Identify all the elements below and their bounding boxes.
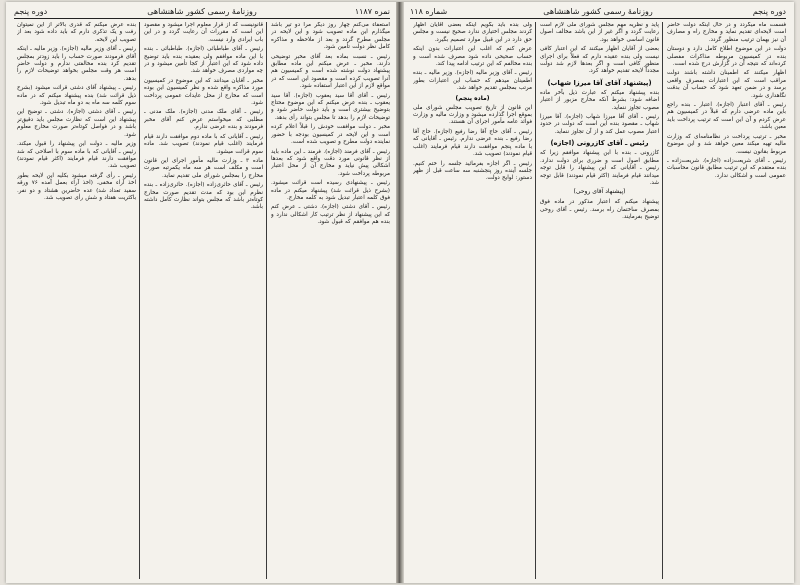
right-page-columns — [410, 22, 786, 579]
article-paragraph: رئیس ـ آقای اعتبار (اجازه). اعتبار ـ بنده راجع باین ماده عرضی دارم که قبلاً در کمیسیون هم عرض کردم و آن این است که ترتیب پرداخت باید معین باشد. — [667, 102, 786, 131]
article-paragraph: رئیس ـ آقای دشتی (اجازه). دشتی ـ عرض کنم که این پیشنهاد از نظر ترتیب کار اشکالی ندارد و بنده هم موافقم که قبول شود. — [271, 204, 390, 226]
article-paragraph: ماده ۳ ـ وزارت مالیه مأمور اجرای این قانون است و مکلف است هر سه ماه یکمرتبه صورت مخارج را بمجلس شورای ملی تقدیم نماید. — [144, 157, 263, 179]
article-paragraph: وزیر مالیه ـ دولت این پیشنهاد را قبول میکند. رئیس ـ آقایانی که با ماده سوم با اصلاحی که شد موافقت دارند قیام فرمایند (اکثر قیام نمودند) تصویب شد. — [17, 141, 136, 170]
article-paragraph: بعضی از آقایان اظهار میکنند که این اعتبار کافی نیست ولی بنده عقیده دارم که فعلاً برای اجرای منظور کافی است و اگر بعدها لازم شد دولت مجدداً لایحه تقدیم خواهد کرد. — [540, 46, 659, 75]
newspaper-spread — [6, 2, 794, 583]
right-header-period: دوره پنجم — [752, 7, 786, 16]
article-paragraph: رئیس ـ اگر اجازه بفرمائید جلسه را ختم کنیم. جلسه آینده روز پنجشنبه سه ساعت قبل از ظهر دستور: لوایح دولت. — [413, 160, 532, 182]
column-rule — [139, 22, 140, 579]
article-paragraph: رئیس ـ آقای وزیر مالیه (اجازه). وزیر مالیه ـ بنده اطمینان میدهم که حساب این اعتبارات بطور مرتب بمجلس تقدیم خواهد شد. — [413, 70, 532, 92]
right-header-title: روزنامهٔ رسمی کشور شاهنشاهی — [543, 7, 653, 16]
column-rule — [535, 22, 536, 579]
article-paragraph: بنده عرض میکنم که قدری بالاتر از این نمیتوان رفت و یک تذکری دارم که باید داده شود بعد از تصویب این لایحه. — [17, 22, 136, 43]
article-paragraph: ولی بنده باید بگویم اینکه بعضی آقایان اظهار کردند مجلس اختیاری ندارد صحیح نیست و مجلس حق دارد در این قبیل موارد تصمیم بگیرد. — [413, 22, 532, 43]
left-column-1 — [271, 22, 390, 579]
article-paragraph: رئیس ـ آقای وزیر مالیه (اجازه). وزیر مالیه ـ اینکه آقای فرمودند صورت حساب را باید زودتر بمجلس تقدیم کرد بنده مخالفتی ندارم و دولت حاضر است هر وقت مجلس بخواهد توضیحات لازم را بدهد. — [17, 46, 136, 82]
left-header-issue: نمره ۱۱۸۷ — [354, 7, 390, 16]
section-heading: (پیشنهاد آقای روحی) — [573, 188, 626, 196]
article-paragraph: رئیس ـ نسبت بماده بعد آقای مخبر توضیحی دارند. مخبر ـ عرض میکنم این ماده مطابق پیشنهاد دولت نوشته شده است و کمیسیون هم آنرا تصویب کرده است و مقصود این است که در مواقع لازم از این اعتبار استفاده شود. — [271, 53, 390, 90]
right-column-1 — [667, 22, 786, 579]
article-paragraph: رئیس ـ آقای شریعت‌زاده (اجازه). شریعت‌زاده ـ بنده معتقدم که این ترتیب مطابق قانون محاسبات عمومی است و اشکالی ندارد. — [667, 157, 786, 179]
article-paragraph: مخبر ـ دولت موافقت خودش را قبلاً اعلام کرده است و این لایحه در کمیسیون بودجه با حضور نماینده دولت مطرح و تصویب شده است. — [271, 124, 390, 146]
column-rule — [662, 22, 663, 579]
article-paragraph: رئیس ـ آقای طباطبائی (اجازه). طباطبائی ـ بنده با این ماده موافقم ولی بعقیده بنده باید توضیح داده شود که این اعتبار از کجا تأمین میشود و در چه مواردی مصرف خواهد شد. — [144, 46, 263, 75]
article-paragraph: رئیس ـ رأی گرفته میشود بکلیه این لایحه بطور اخذ آراء مخفی. (اخذ آراء بعمل آمده ۷۶ ورقه سفید تعداد شد) عده حاضرین هشتاد و دو نفر. باکثریت هفتاد و شش رأی تصویب شد. — [17, 172, 136, 201]
article-paragraph: رئیس ـ آقای آقا سید یعقوب (اجازه). آقا سید یعقوب ـ بنده عرض میکنم که این موضوع محتاج بتوضیح بیشتری است و باید دولت حاضر شود و توضیحات لازم را بدهد تا مجلس بتواند رأی بدهد. — [271, 92, 390, 121]
section-heading: رئیس ـ آقای کازرونی (اجازه) — [550, 139, 649, 148]
article-paragraph: دولت در این موضوع اطلاع کامل دارد و دوستان بنده در کمیسیون مربوطه مذاکرات مفصلی کرده‌اند که نتیجه آن در گزارش درج شده است. — [667, 46, 786, 68]
article-paragraph: قانونیست که از قرار معلوم اجرا میشود و مقصود این است که مقررات آن رعایت گردد و در این باب ایرادی وارد نیست. — [144, 22, 263, 43]
right-page — [402, 2, 794, 583]
article-paragraph: رئیس ـ آقای آقا میرزا شهاب (اجازه). آقا میرزا شهاب ـ مقصود بنده این است که دولت در حدود اعتبار مصوب عمل کند و از آن تجاوز ننماید. — [540, 114, 659, 135]
article-paragraph: کازرونی ـ بنده با این پیشنهاد موافقم زیرا که مطابق اصول است و ضرری برای دولت ندارد. رئیس ـ آقایانی که این پیشنهاد را قابل توجه میدانند قیام فرمایند (اکثر قیام نمودند) قابل توجه شد. — [540, 150, 659, 186]
left-page-header — [14, 6, 390, 19]
right-page-header — [410, 6, 786, 19]
article-paragraph: رئیس ـ آقای فرمند (اجازه). فرمند ـ این ماده باید از نظر قانونی مورد دقت واقع شود که بعدها اشکالی پیش نیاید و مخارج آن از محل اعتبار مربوطه پرداخت شود. — [271, 148, 390, 177]
article-paragraph: رئیس ـ پیشنهادی رسیده است قرائت میشود. (بشرح ذیل قرائت شد) پیشنهاد میکنم در ماده فوق کلمه اعتبار تبدیل شود به کلمه مخارج. — [271, 180, 390, 201]
article-paragraph: پیشنهاد میکنم که اعتبار مذکور در ماده فوق بمصرف ساختمان راه برسد. رئیس ـ آقای روحی توضیح بفرمایند. — [540, 199, 659, 221]
article-paragraph: استعفاء می‌کنم چهار روز دیگر مرا دو تیر باشد میگذارم این ماده تصویب شود و این لایحه در مجلس مطرح گردد و بعد از ملاحظه و مذاکره کامل نظر دولت تأمین شود. — [271, 22, 390, 51]
right-column-3 — [413, 22, 532, 579]
article-paragraph: فسمت ماه میگردد و در حال اینکه دولت حاضر است لایحه‌ای تقدیم نماید و مخارج راه و مصارف آن نیز بهمان ترتیب منظور گردد. — [667, 22, 786, 43]
right-header-issue: شماره ۱۱۸ — [410, 7, 448, 16]
article-paragraph: مخبر ـ ترتیب پرداخت در نظامنامه‌ای که وزارت مالیه تهیه میکند معین خواهد شد و این موضوع مربوط بقانون نیست. — [667, 133, 786, 155]
article-paragraph: بنده پیشنهاد میکنم که عبارت ذیل بآخر ماده اضافه شود: بشرط آنکه مخارج مزبور از اعتبار مصوب تجاوز ننماید. — [540, 89, 659, 111]
section-heading: (ماده پنجم) — [455, 94, 490, 102]
column-rule — [266, 22, 267, 579]
article-paragraph: رئیس ـ پیشنهاد آقای دشتی قرائت میشود (بشرح ذیل قرائت شد) بنده پیشنهاد میکنم که در ماده سوم کلمه سه ماه به دو ماه تبدیل شود. — [17, 85, 136, 107]
article-paragraph: رئیس ـ آقای دشتی (اجازه). دشتی ـ توضیح این پیشنهاد این است که نظارت مجلس باید دقیق‌تر باشد و در فواصل کوتاه‌تر صورت مخارج معلوم شود. — [17, 109, 136, 138]
article-paragraph: رئیس ـ آقایانی که با ماده دوم موافقت دارند قیام فرمایند (اغلب قیام نمودند) تصویب شد. ماده سوم قرائت میشود. — [144, 133, 263, 155]
article-paragraph: رئیس ـ آقای حاج آقا رضا رفیع (اجازه). حاج آقا رضا رفیع ـ بنده عرضی ندارم. رئیس ـ آقایانی که با ماده پنجم موافقت دارند قیام فرمایند (اغلب قیام نمودند) تصویب شد. — [413, 128, 532, 158]
left-page-columns — [14, 22, 390, 579]
article-paragraph: اظهار میکنند که اطمینان داشته باشند دولت مراقب است که این اعتبارات بمصرف واقعی برسد و در ضمن تعهد شود که حساب آن بدقت نگاهداری شود. — [667, 70, 786, 99]
article-paragraph: عرض کنم که اغلب این اعتبارات بدون اینکه حساب صحیحی داده شود مصرف شده است و بنده مخالفم که این ترتیب ادامه پیدا کند. — [413, 46, 532, 68]
article-paragraph: مخبر ـ آقایان میدانند که این موضوع در کمیسیون مورد مذاکره واقع شده و نظر کمیسیون این بوده است که مخارج از محل عایدات عمومی پرداخت شود. — [144, 77, 263, 107]
left-page — [6, 2, 398, 583]
left-header-title: روزنامه‌ٔ رسمی کشور شاهنشاهی — [147, 7, 257, 16]
section-heading: (پیشنهاد آقای آقا میرزا شهاب) — [547, 78, 652, 87]
left-column-3 — [17, 22, 136, 579]
article-paragraph: رئیس ـ آقای حائری‌زاده (اجازه). حائری‌زاده ـ بنده نظرم این بود که مدت تقدیم صورت مخارج کوتاه‌تر باشد که مجلس بتواند نظارت کامل داشته باشد. — [144, 182, 263, 211]
right-column-2 — [540, 22, 659, 579]
left-header-period: دوره پنجم — [14, 7, 48, 16]
article-paragraph: رئیس ـ آقای ملک مدنی (اجازه). ملک مدنی ـ مطلبی که میخواستم عرض کنم آقای مخبر فرمودند و بنده عرضی ندارم. — [144, 109, 263, 131]
article-paragraph: این قانون از تاریخ تصویب مجلس شورای ملی بموقع اجرا گذارده میشود و وزارت مالیه و وزارت فوائد عامه مأمور اجرای آن هستند. — [413, 104, 532, 126]
article-paragraph: پاید و نظریه مهم مجلس شورای ملی لازم است رعایت گردد و اگر غیر از این باشد مخالف اصول قانون اساسی خواهد بود. — [540, 22, 659, 43]
left-column-2 — [144, 22, 263, 579]
